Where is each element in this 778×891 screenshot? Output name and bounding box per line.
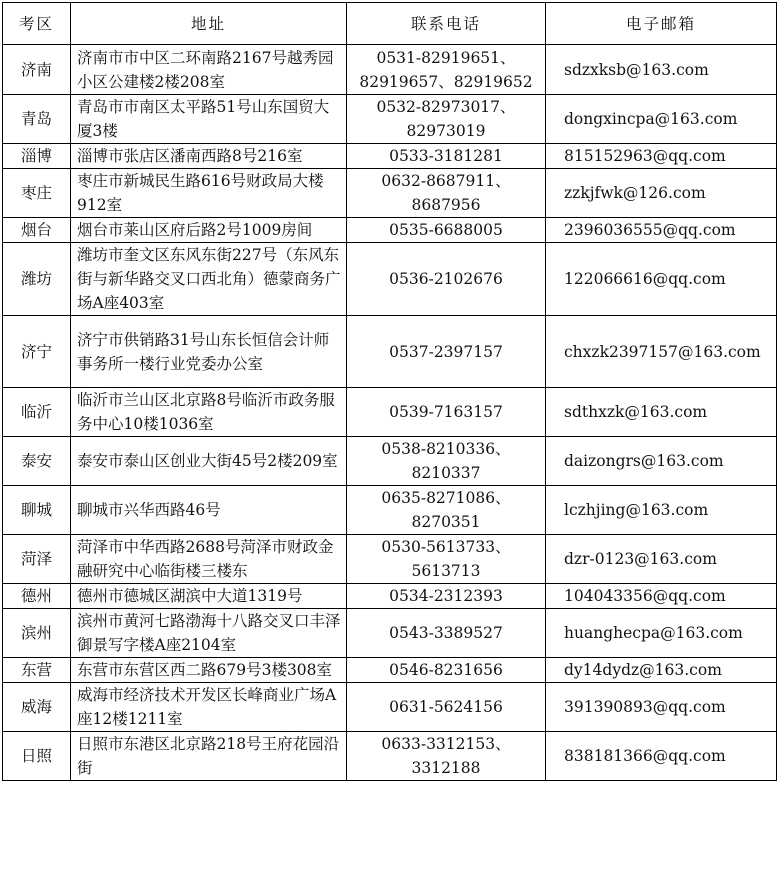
address-cell: 东营市东营区西二路679号3楼308室 <box>71 658 347 683</box>
table-row <box>3 316 777 388</box>
area-cell: 青岛 <box>3 95 71 144</box>
header-address: 地址 <box>71 3 347 45</box>
phone-cell: 0635-8271086、8270351 <box>347 486 546 535</box>
email-cell: 122066616@qq.com <box>546 243 777 316</box>
phone-cell: 0538-8210336、8210337 <box>347 437 546 486</box>
area-cell: 济南 <box>3 45 71 95</box>
address-cell: 济宁市供销路31号山东长恒信会计师事务所一楼行业党委办公室 <box>71 316 347 388</box>
table-row <box>3 732 777 781</box>
email-cell: daizongrs@163.com <box>546 437 777 486</box>
phone-cell: 0534-2312393 <box>347 584 546 609</box>
table-row <box>3 388 777 437</box>
area-cell: 日照 <box>3 732 71 781</box>
table-row <box>3 218 777 243</box>
phone-cell: 0543-3389527 <box>347 609 546 658</box>
phone-cell: 0539-7163157 <box>347 388 546 437</box>
phone-cell: 0546-8231656 <box>347 658 546 683</box>
address-cell: 泰安市泰山区创业大街45号2楼209室 <box>71 437 347 486</box>
area-cell: 聊城 <box>3 486 71 535</box>
email-cell: 391390893@qq.com <box>546 683 777 732</box>
email-cell: chxzk2397157@163.com <box>546 316 777 388</box>
phone-cell: 0632-8687911、8687956 <box>347 169 546 218</box>
table-row <box>3 45 777 95</box>
area-cell: 滨州 <box>3 609 71 658</box>
email-cell: dongxincpa@163.com <box>546 95 777 144</box>
address-cell: 临沂市兰山区北京路8号临沂市政务服务中心10楼1036室 <box>71 388 347 437</box>
header-row <box>3 3 777 45</box>
email-cell: 815152963@qq.com <box>546 144 777 169</box>
table-row <box>3 144 777 169</box>
address-cell: 枣庄市新城民生路616号财政局大楼912室 <box>71 169 347 218</box>
address-cell: 济南市市中区二环南路2167号越秀园小区公建楼2楼208室 <box>71 45 347 95</box>
area-cell: 烟台 <box>3 218 71 243</box>
email-cell: 838181366@qq.com <box>546 732 777 781</box>
area-cell: 临沂 <box>3 388 71 437</box>
contact-table-wrapper <box>2 2 777 781</box>
email-cell: zzkjfwk@126.com <box>546 169 777 218</box>
phone-cell: 0531-82919651、82919657、82919652 <box>347 45 546 95</box>
phone-cell: 0536-2102676 <box>347 243 546 316</box>
exam-office-contact-table <box>2 2 777 781</box>
table-row <box>3 95 777 144</box>
address-cell: 青岛市市南区太平路51号山东国贸大厦3楼 <box>71 95 347 144</box>
email-cell: lczhjing@163.com <box>546 486 777 535</box>
phone-cell: 0535-6688005 <box>347 218 546 243</box>
phone-cell: 0631-5624156 <box>347 683 546 732</box>
phone-cell: 0530-5613733、5613713 <box>347 535 546 584</box>
address-cell: 聊城市兴华西路46号 <box>71 486 347 535</box>
phone-cell: 0537-2397157 <box>347 316 546 388</box>
area-cell: 枣庄 <box>3 169 71 218</box>
email-cell: sdzxksb@163.com <box>546 45 777 95</box>
address-cell: 潍坊市奎文区东风东街227号（东风东街与新华路交叉口西北角）德蒙商务广场A座403室 <box>71 243 347 316</box>
phone-cell: 0533-3181281 <box>347 144 546 169</box>
table-row <box>3 243 777 316</box>
area-cell: 济宁 <box>3 316 71 388</box>
header-phone: 联系电话 <box>347 3 546 45</box>
table-row <box>3 437 777 486</box>
table-row <box>3 683 777 732</box>
table-row <box>3 609 777 658</box>
area-cell: 潍坊 <box>3 243 71 316</box>
email-cell: 2396036555@qq.com <box>546 218 777 243</box>
table-row <box>3 584 777 609</box>
area-cell: 泰安 <box>3 437 71 486</box>
area-cell: 威海 <box>3 683 71 732</box>
header-email: 电子邮箱 <box>546 3 777 45</box>
address-cell: 日照市东港区北京路218号王府花园沿街 <box>71 732 347 781</box>
area-cell: 东营 <box>3 658 71 683</box>
area-cell: 德州 <box>3 584 71 609</box>
table-row <box>3 169 777 218</box>
header-area: 考区 <box>3 3 71 45</box>
email-cell: dzr-0123@163.com <box>546 535 777 584</box>
email-cell: sdthxzk@163.com <box>546 388 777 437</box>
area-cell: 淄博 <box>3 144 71 169</box>
phone-cell: 0532-82973017、82973019 <box>347 95 546 144</box>
address-cell: 德州市德城区湖滨中大道1319号 <box>71 584 347 609</box>
table-row <box>3 535 777 584</box>
phone-cell: 0633-3312153、3312188 <box>347 732 546 781</box>
email-cell: dy14dydz@163.com <box>546 658 777 683</box>
address-cell: 烟台市莱山区府后路2号1009房间 <box>71 218 347 243</box>
email-cell: huanghecpa@163.com <box>546 609 777 658</box>
email-cell: 104043356@qq.com <box>546 584 777 609</box>
area-cell: 菏泽 <box>3 535 71 584</box>
table-row <box>3 486 777 535</box>
table-row <box>3 658 777 683</box>
address-cell: 滨州市黄河七路渤海十八路交叉口丰泽御景写字楼A座2104室 <box>71 609 347 658</box>
address-cell: 菏泽市中华西路2688号菏泽市财政金融研究中心临街楼三楼东 <box>71 535 347 584</box>
address-cell: 淄博市张店区潘南西路8号216室 <box>71 144 347 169</box>
address-cell: 威海市经济技术开发区长峰商业广场A座12楼1211室 <box>71 683 347 732</box>
